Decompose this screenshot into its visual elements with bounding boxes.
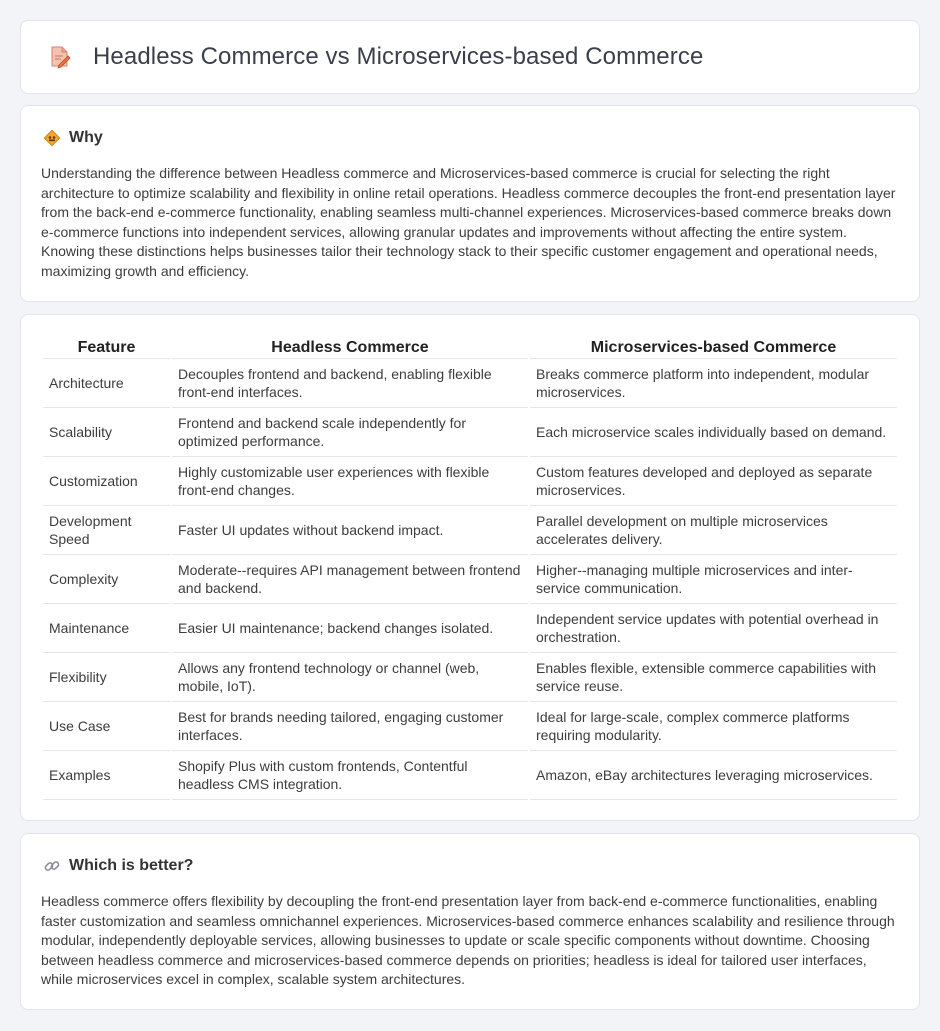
headless-cell: Frontend and backend scale independently for optimized performance. [172, 408, 528, 457]
feature-cell: Examples [43, 751, 170, 800]
feature-cell: Complexity [43, 555, 170, 604]
microservices-cell: Each microservice scales individually based on demand. [530, 408, 897, 457]
table-row [43, 408, 897, 457]
headless-cell: Faster UI updates without backend impact. [172, 506, 528, 555]
table-row [43, 751, 897, 800]
headless-cell: Shopify Plus with custom frontends, Contentful headless CMS integration. [172, 751, 528, 800]
link-icon [43, 857, 61, 875]
feature-cell: Flexibility [43, 653, 170, 702]
table-row [43, 702, 897, 751]
headless-cell: Best for brands needing tailored, engaging customer interfaces. [172, 702, 528, 751]
header-headless: Headless Commerce [172, 336, 528, 359]
microservices-cell: Independent service updates with potential overhead in orchestration. [530, 604, 897, 653]
page-title: Headless Commerce vs Microservices-based Commerce [93, 43, 704, 70]
why-title: Why [69, 129, 103, 146]
feature-cell: Development Speed [43, 506, 170, 555]
headless-cell: Easier UI maintenance; backend changes isolated. [172, 604, 528, 653]
feature-cell: Architecture [43, 359, 170, 408]
microservices-cell: Amazon, eBay architectures leveraging microservices. [530, 751, 897, 800]
why-section [20, 105, 920, 302]
headless-cell: Decouples frontend and backend, enabling flexible front-end interfaces. [172, 359, 528, 408]
table-header-row [43, 336, 897, 359]
why-text: Understanding the difference between Headless commerce and Microservices-based commerce is crucial for selecting the right architecture to optimize scalability and flexibility in online retail operations. Headless commerce decouples the front-end presentation layer from the back-end e-commerce functionality, enabling seamless multi-channel experiences. Microservices-based commerce breaks down e-commerce functions into independent services, allowing granular updates and improvements without affecting the entire system. Knowing these distinctions helps businesses tailor their technology stack to their specific customer engagement and operational needs, maximizing growth and efficiency. [41, 165, 896, 279]
comparison-table-card [20, 314, 920, 821]
header [21, 21, 919, 93]
microservices-cell: Parallel development on multiple microservices accelerates delivery. [530, 506, 897, 555]
better-title: Which is better? [69, 857, 194, 874]
table-row [43, 604, 897, 653]
document-pencil-icon [47, 44, 73, 70]
headless-cell: Moderate--requires API management between frontend and backend. [172, 555, 528, 604]
feature-cell: Scalability [43, 408, 170, 457]
table-row [43, 359, 897, 408]
microservices-cell: Enables flexible, extensible commerce capabilities with service reuse. [530, 653, 897, 702]
table-row [43, 555, 897, 604]
table-row [43, 506, 897, 555]
why-heading [21, 106, 919, 148]
header-microservices: Microservices-based Commerce [530, 336, 897, 359]
table-row [43, 653, 897, 702]
headless-cell: Highly customizable user experiences with flexible front-end changes. [172, 457, 528, 506]
better-heading [21, 834, 919, 876]
table-row [43, 457, 897, 506]
better-text: Headless commerce offers flexibility by decoupling the front-end presentation layer from back-end e-commerce functionalities, enabling faster customization and seamless omnichannel experiences. Microservices-based commerce enhances scalability and resilience through modular, independently deployable services, allowing businesses to update or scale specific components without downtime. Choosing between headless commerce and microservices-based commerce depends on priorities; headless is ideal for tailored user interfaces, while microservices excel in complex, scalable system architectures. [41, 893, 895, 988]
feature-cell: Maintenance [43, 604, 170, 653]
microservices-cell: Custom features developed and deployed as separate microservices. [530, 457, 897, 506]
feature-cell: Use Case [43, 702, 170, 751]
feature-cell: Customization [43, 457, 170, 506]
header-card [20, 20, 920, 94]
headless-cell: Allows any frontend technology or channel (web, mobile, IoT). [172, 653, 528, 702]
microservices-cell: Ideal for large-scale, complex commerce platforms requiring modularity. [530, 702, 897, 751]
which-is-better-section [20, 833, 920, 1010]
comparison-table [41, 336, 899, 800]
diamond-sign-icon [43, 129, 61, 147]
header-feature: Feature [43, 336, 170, 359]
microservices-cell: Breaks commerce platform into independent, modular microservices. [530, 359, 897, 408]
microservices-cell: Higher--managing multiple microservices and inter-service communication. [530, 555, 897, 604]
